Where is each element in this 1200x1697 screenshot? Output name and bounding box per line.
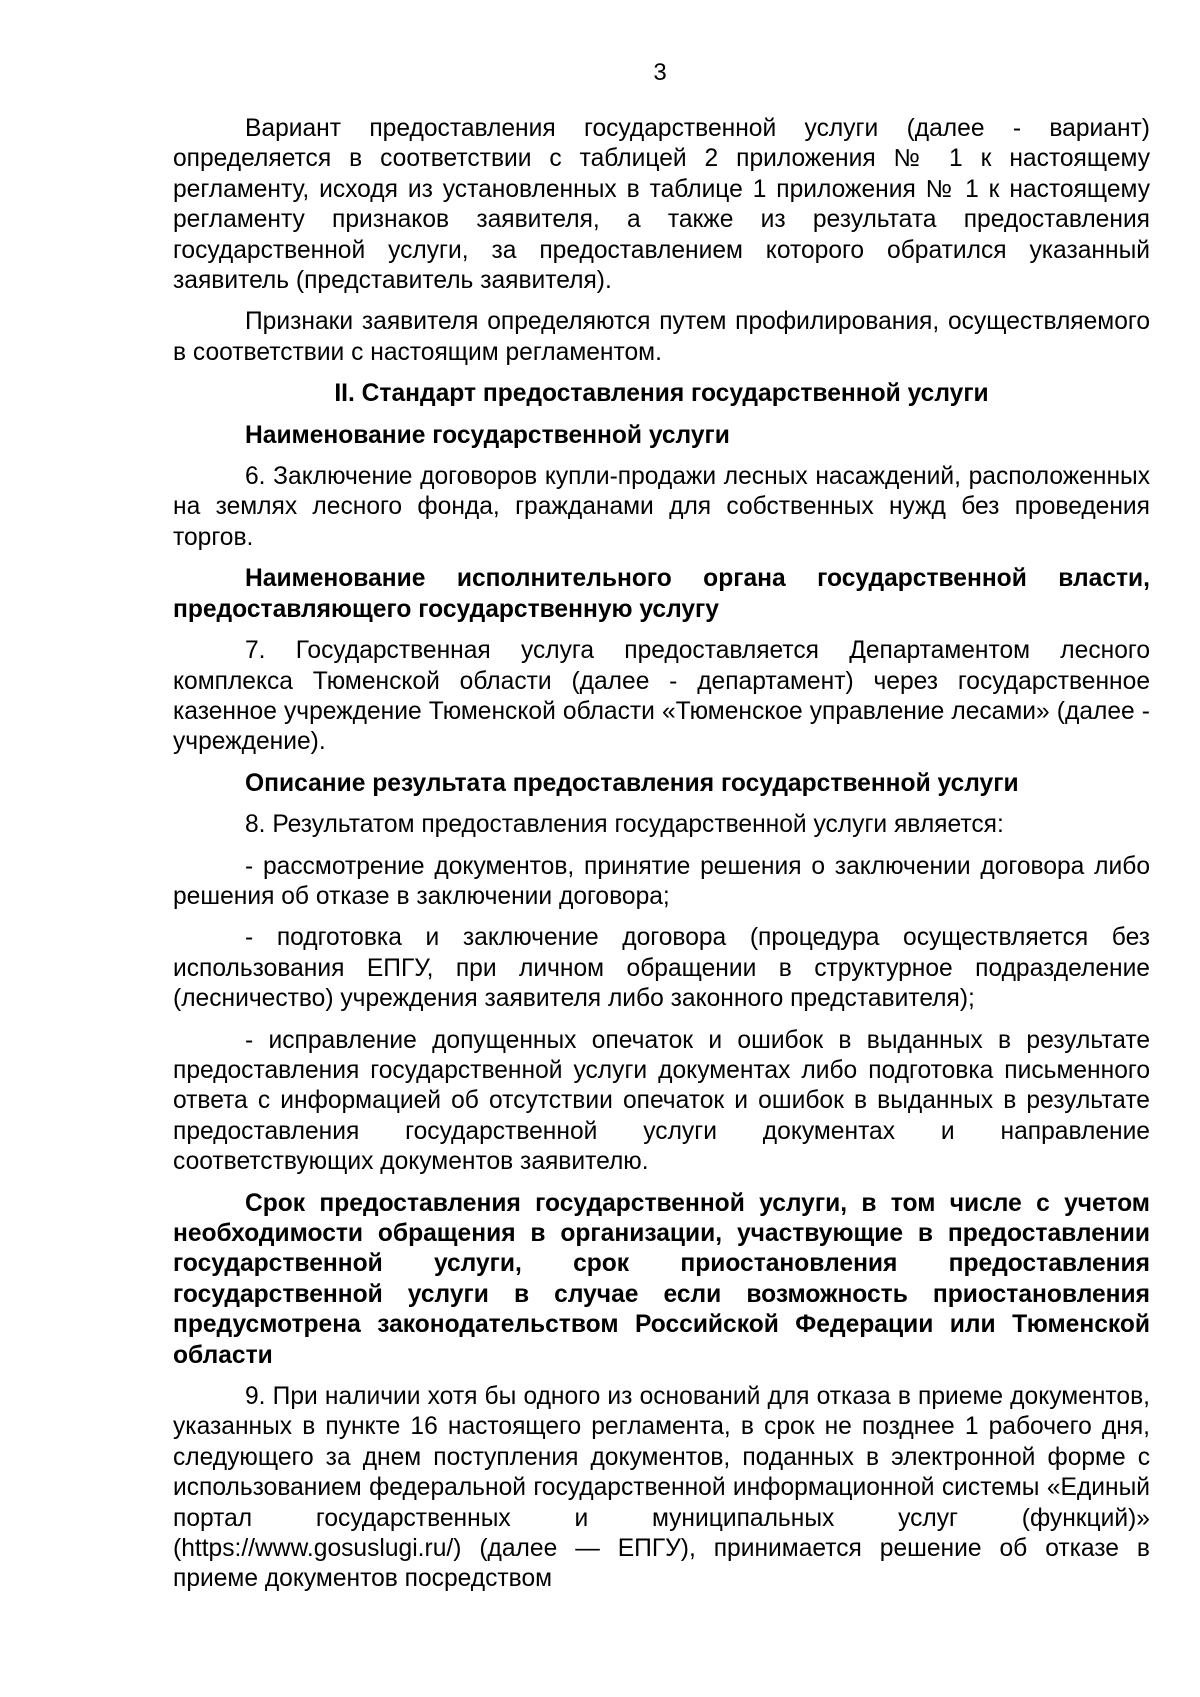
paragraph-item-8: 8. Результатом предоставления государственной услуги является: <box>245 811 1004 839</box>
paragraph-applicant-signs: Признаки заявителя определяются путем профилирования, осуществляемого в соответствии с настоящим регламентом. <box>173 308 1150 366</box>
heading-result-description: Описание результата предоставления государственной услуги <box>245 769 1019 797</box>
page-number: 3 <box>653 59 667 86</box>
heading-service-name: Наименование государственной услуги <box>245 421 730 449</box>
heading-authority-name: Наименование исполнительного органа государственной власти, предоставляющего государственную услугу <box>173 565 1150 623</box>
list-item-correct-errors: - исправление допущенных опечаток и ошибок в выданных в результате предоставления государственной услуги документах либо подготовка письменного ответа с информацией об отсутствии опечаток и ошибок в выданных в результате предоставления государственной услуги документах и направление соответствующих документов заявителю. <box>173 1026 1150 1176</box>
heading-service-term: Срок предоставления государственной услуги, в том числе с учетом необходимости обращения в организации, участвующие в предоставлении государственной услуги, срок приостановления предоставления государственной услуги в случае если возможность приостановления предусмотрена законодательством Российской Федерации или Тюменской области <box>173 1189 1150 1369</box>
list-item-prepare-contract: - подготовка и заключение договора (процедура осуществляется без использования ЕПГУ, при личном обращении в структурное подразделение (лесничество) учреждения заявителя либо законного представителя); <box>173 924 1150 1013</box>
paragraph-variant: Вариант предоставления государственной услуги (далее - вариант) определяется в соответствии с таблицей 2 приложения № 1 к настоящему регламенту, исходя из установленных в таблице 1 приложения № 1 к настоящему регламенту признаков заявителя, а также из результата предоставления государственной услуги, за предоставлением которого обратился указанный заявитель (представитель заявителя). <box>173 115 1150 295</box>
section-heading-standard: II. Стандарт предоставления государственной услуги <box>334 380 989 408</box>
paragraph-item-6: 6. Заключение договоров купли-продажи лесных насаждений, расположенных на землях лесного фонда, гражданами для собственных нужд без проведения торгов. <box>173 463 1150 551</box>
paragraph-item-7: 7. Государственная услуга предоставляется Департаментом лесного комплекса Тюменской области (далее - департамент) через государственное казенное учреждение Тюменской области «Тюменское управление лесами» (далее - учреждение). <box>173 637 1150 756</box>
list-item-review-documents: - рассмотрение документов, принятие решения о заключении договора либо решения об отказе в заключении договора; <box>173 852 1150 910</box>
document-body <box>173 114 1150 1606</box>
paragraph-item-9: 9. При наличии хотя бы одного из оснований для отказа в приеме документов, указанных в пункте 16 настоящего регламента, в срок не позднее 1 рабочего дня, следующего за днем поступления документов, поданных в электронной форме с использованием федеральной государственной информационной системы «Единый портал государственных и муниципальных услуг (функций)» (https://www.gosuslugi.ru/) (далее — ЕПГУ), принимается решение об отказе в приеме документов посредством <box>173 1383 1150 1593</box>
